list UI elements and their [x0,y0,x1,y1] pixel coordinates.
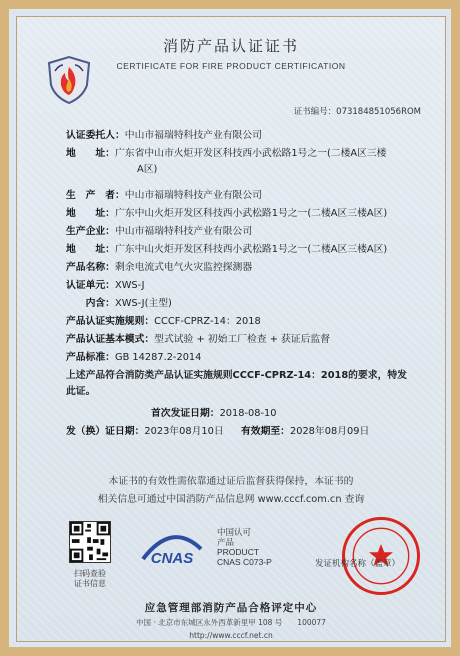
field-row: 内含：XWS-J(主型) [66,298,172,309]
field-row: 产品认证实施规则：CCCF-CPRZ-14：2018 [66,316,261,327]
field-row: 地 址：广东中山火炬开发区科技西小武松路1号之一(二楼A区三楼A区) [66,208,388,219]
certificate-subtitle: CERTIFICATE FOR FIRE PRODUCT CERTIFICATION [116,61,346,71]
footer-organization: 应急管理部消防产品合格评定中心 [144,602,318,614]
red-seal-icon [342,517,420,595]
notice-line-2: 相关信息可通过中国消防产品信息网 www.cccf.com.cn 查询 [97,494,365,505]
footer-website[interactable]: http://www.cccf.net.cn [189,631,273,640]
cnas-info: 中国认可 产品 PRODUCT CNAS C073-P [217,527,272,567]
field-row: 产品认证基本模式：型式试验 + 初始工厂检查 + 获证后监督 [66,334,330,345]
cnas-logo-icon [137,527,207,573]
field-row: 生产企业：中山市福瑞特科技产业有限公司 [66,226,253,237]
field-row: 产品名称：剩余电流式电气火灾监控探测器 [66,262,253,273]
field-row: 地 址：广东省中山市火炬开发区科技西小武松路1号之一(二楼A区三楼 [66,148,387,159]
field-row: 产品标准：GB 14287.2-2014 [66,352,202,363]
issue-date: 发（换）证日期：2023年08月10日 [66,426,224,437]
qr-code-icon[interactable] [69,521,111,563]
first-issue-date: 首次发证日期：2018-08-10 [151,408,277,419]
statement-line-1: 上述产品符合消防类产品认证实施规则CCCF-CPRZ-14：2018的要求，特发 [66,370,407,381]
certificate-paper [16,16,446,642]
field-row: 认证单元：XWS-J [66,280,145,291]
field-row: 生 产 者：中山市福瑞特科技产业有限公司 [66,190,262,201]
seal-label: 发证机构名称（盖章） [315,559,401,569]
field-row: 地 址：广东中山火炬开发区科技西小武松路1号之一(二楼A区三楼A区) [66,244,388,255]
certificate-title: 消防产品认证证书 [162,37,299,55]
field-row: A区) [137,164,158,175]
valid-until-date: 有效期至：2028年08月09日 [241,426,370,437]
notice-line-1: 本证书的有效性需依靠通过证后监督获得保持，本证书的 [108,476,354,487]
qr-caption: 扫码查验 证书信息 [74,569,106,588]
field-row: 认证委托人：中山市福瑞特科技产业有限公司 [66,130,262,141]
footer-address: 中国 · 北京市东城区永外西革新里甲 108 号 100077 [136,618,326,627]
cnas-logo-text: CNAS [150,550,194,567]
certificate-number: 证书编号：073184851056ROM [293,107,421,117]
statement-line-2: 此证。 [66,386,96,397]
